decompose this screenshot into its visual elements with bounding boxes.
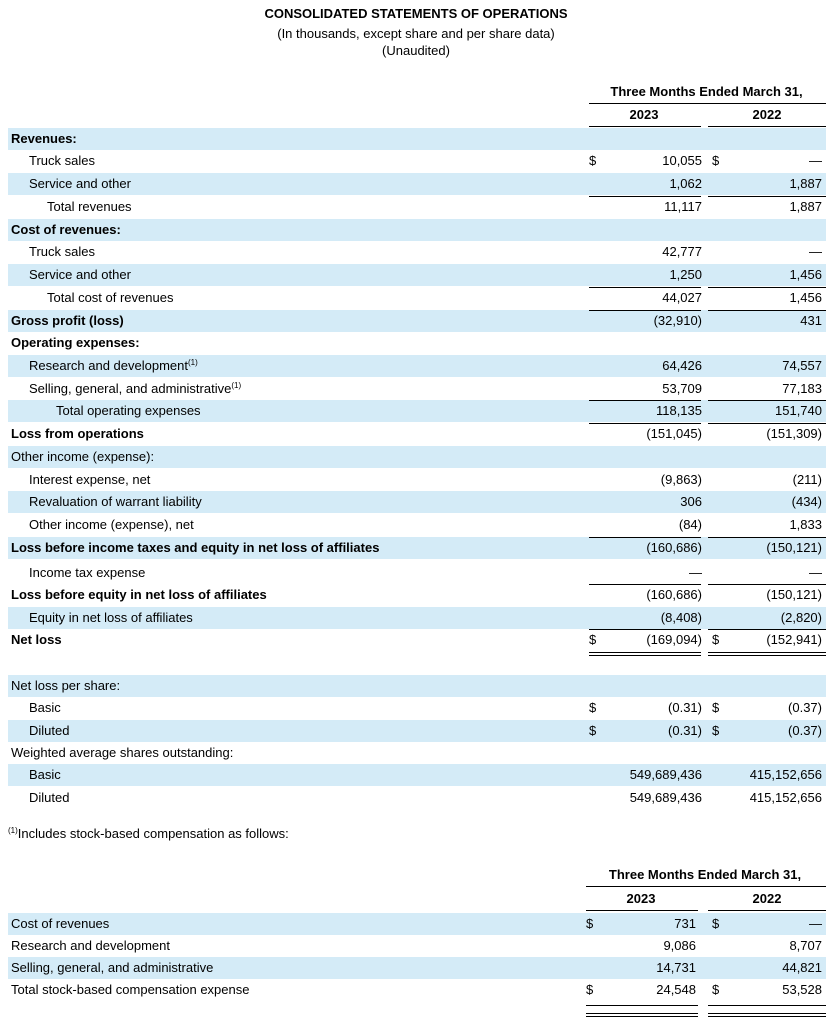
sbc-year-2022-underline <box>708 910 826 911</box>
currency-2022: $ <box>712 700 720 715</box>
table-row <box>0 400 832 422</box>
table-row <box>0 287 832 309</box>
table-row <box>0 629 832 651</box>
statement-subtitle: (In thousands, except share and per share data) <box>277 26 555 41</box>
table-row <box>0 173 832 195</box>
year-2023-header: 2023 <box>629 107 659 122</box>
row-label: Truck sales <box>29 244 95 259</box>
value-2023: 549,689,436 <box>629 767 702 782</box>
value-2023: 24,548 <box>656 982 696 997</box>
row-label: Loss from operations <box>11 426 144 441</box>
loss-from-ops-rule-2023 <box>589 423 701 424</box>
currency-2023: $ <box>589 723 597 738</box>
table-row <box>0 423 832 445</box>
currency-2023: $ <box>586 982 594 997</box>
currency-2022: $ <box>712 982 720 997</box>
value-2022: 53,528 <box>782 982 822 997</box>
value-2023: 118,135 <box>655 403 702 418</box>
total-cost-rule-2022 <box>708 287 826 288</box>
table-row <box>0 697 832 719</box>
table-row <box>0 957 832 979</box>
table-row <box>0 264 832 286</box>
value-2023: (9,863) <box>660 472 702 487</box>
table-row <box>0 764 832 786</box>
value-2022: 1,456 <box>789 267 822 282</box>
row-label: Research and development$^{(1)}$ <box>29 358 198 373</box>
table-row <box>0 562 832 584</box>
table-row <box>0 935 832 957</box>
row-label: Service and other <box>29 176 131 191</box>
row-label: Total cost of revenues <box>47 290 174 305</box>
footnote-marker: (1) <box>8 826 18 835</box>
row-label: Selling, general, and administrative$^{(1)}$ <box>29 381 242 396</box>
row-label: Diluted <box>29 723 70 738</box>
row-label: Service and other <box>29 267 131 282</box>
value-2023: 53,709 <box>662 381 702 396</box>
value-2022: 151,740 <box>775 403 822 418</box>
sbc-period-underline <box>586 886 826 887</box>
value-2022: 431 <box>800 313 822 328</box>
net-loss-rule-2022 <box>708 629 826 630</box>
table-row <box>0 196 832 218</box>
sbc-year-2023-header: 2023 <box>626 891 656 906</box>
loss-before-tax-rule-2022 <box>708 537 826 538</box>
value-2023: (151,045) <box>646 426 702 441</box>
value-2023: (32,910) <box>653 313 702 328</box>
row-label: Loss before equity in net loss of affiliates <box>11 587 267 602</box>
footnote <box>8 826 289 841</box>
value-2022: 415,152,656 <box>749 790 822 805</box>
gross-profit-rule-2022 <box>708 310 826 311</box>
value-2022: (211) <box>792 472 822 487</box>
value-2023: 42,777 <box>662 244 702 259</box>
row-label: Total stock-based compensation expense <box>11 982 250 997</box>
table-row <box>0 584 832 606</box>
value-2023: 306 <box>680 494 702 509</box>
sbc-year-2022-header: 2022 <box>752 891 782 906</box>
value-2022: 8,707 <box>789 938 822 953</box>
value-2023: — <box>689 565 702 580</box>
value-2022: 77,183 <box>782 381 822 396</box>
row-label: Revaluation of warrant liability <box>29 494 202 509</box>
value-2022: — <box>809 565 822 580</box>
total-opex-rule-2023 <box>589 400 701 401</box>
table-row <box>0 378 832 400</box>
row-label: Interest expense, net <box>29 472 151 487</box>
table-row <box>0 720 832 742</box>
table-row <box>0 742 832 764</box>
row-label: Other income (expense), net <box>29 517 194 532</box>
loss-before-equity-rule-2022 <box>708 584 826 585</box>
table-row <box>0 332 832 354</box>
value-2022: (0.37) <box>788 723 822 738</box>
table-row <box>0 446 832 468</box>
net-loss-rule-2023 <box>589 629 701 630</box>
value-2022: (434) <box>791 494 822 509</box>
value-2023: 14,731 <box>656 960 696 975</box>
value-2023: (0.31) <box>668 723 702 738</box>
value-2023: 1,250 <box>669 267 702 282</box>
table-row <box>0 514 832 536</box>
table-row <box>0 469 832 491</box>
row-label: Operating expenses: <box>11 335 140 350</box>
value-2023: (84) <box>678 517 702 532</box>
value-2023: 44,027 <box>662 290 702 305</box>
row-label: Net loss per share: <box>11 678 121 693</box>
value-2023: 9,086 <box>663 938 696 953</box>
value-2023: (8,408) <box>660 610 702 625</box>
value-2022: (152,941) <box>766 632 822 647</box>
table-row <box>0 128 832 150</box>
value-2023: 64,426 <box>662 358 702 373</box>
year-2023-underline <box>589 126 701 127</box>
row-label: Other income (expense): <box>11 449 155 464</box>
statement-title: CONSOLIDATED STATEMENTS OF OPERATIONS <box>264 6 568 21</box>
table-row <box>0 310 832 332</box>
period-header: Three Months Ended March 31, <box>610 84 803 99</box>
sbc-year-2023-underline <box>586 910 698 911</box>
total-revenues-rule-2023 <box>589 196 701 197</box>
total-cost-rule-2023 <box>589 287 701 288</box>
sbc-total-double-rule-2022 <box>708 1013 826 1017</box>
value-2022: (150,121) <box>766 587 822 602</box>
row-label: Truck sales <box>29 153 95 168</box>
loss-before-tax-rule-2023 <box>589 537 701 538</box>
table-row <box>0 913 832 935</box>
value-2022: — <box>809 916 822 931</box>
loss-from-ops-rule-2022 <box>708 423 826 424</box>
row-label: Total operating expenses <box>56 403 201 418</box>
value-2023: (0.31) <box>668 700 702 715</box>
footnote-text: Includes stock-based compensation as follows: <box>17 826 289 841</box>
table-row <box>0 150 832 172</box>
currency-2022: $ <box>712 153 720 168</box>
value-2023: 10,055 <box>662 153 702 168</box>
table-row <box>0 787 832 809</box>
value-2022: — <box>809 244 822 259</box>
row-label: Gross profit (loss) <box>11 313 124 328</box>
statement-note: (Unaudited) <box>382 43 450 58</box>
currency-2022: $ <box>712 916 720 931</box>
currency-2022: $ <box>712 632 720 647</box>
row-label: Loss before income taxes and equity in net loss of affiliates <box>11 540 380 555</box>
table-row <box>0 491 832 513</box>
value-2023: (169,094) <box>646 632 702 647</box>
sbc-period-header: Three Months Ended March 31, <box>608 867 802 882</box>
total-revenues-rule-2022 <box>708 196 826 197</box>
row-label: Weighted average shares outstanding: <box>11 745 234 760</box>
row-label: Cost of revenues: <box>11 222 121 237</box>
table-row <box>0 219 832 241</box>
table-row <box>0 675 832 697</box>
value-2022: 74,557 <box>782 358 822 373</box>
row-label: Total revenues <box>47 199 132 214</box>
table-row <box>0 537 832 559</box>
table-row <box>0 241 832 263</box>
row-label: Net loss <box>11 632 62 647</box>
currency-2023: $ <box>586 916 594 931</box>
net-loss-double-rule-2022 <box>708 652 826 656</box>
sbc-total-rule-2022 <box>708 1005 826 1006</box>
currency-2023: $ <box>589 632 597 647</box>
table-row <box>0 979 832 1001</box>
sbc-total-rule-2023 <box>586 1005 698 1006</box>
value-2023: (160,686) <box>646 587 702 602</box>
net-loss-double-rule-2023 <box>589 652 701 656</box>
currency-2023: $ <box>589 700 597 715</box>
sbc-total-double-rule-2023 <box>586 1013 698 1017</box>
value-2023: 1,062 <box>669 176 702 191</box>
row-label: Equity in net loss of affiliates <box>29 610 193 625</box>
loss-before-equity-rule-2023 <box>589 584 701 585</box>
row-label: Research and development <box>11 938 170 953</box>
value-2022: (2,820) <box>780 610 822 625</box>
footnote-marker: (1) <box>231 381 242 390</box>
value-2022: 1,887 <box>789 176 822 191</box>
footnote-marker: (1) <box>188 358 198 367</box>
row-label: Basic <box>29 767 61 782</box>
value-2022: 1,887 <box>789 199 822 214</box>
row-label: Income tax expense <box>29 565 146 580</box>
table-row <box>0 355 832 377</box>
gross-profit-rule-2023 <box>589 310 701 311</box>
value-2022: (151,309) <box>766 426 822 441</box>
value-2022: (0.37) <box>788 700 822 715</box>
row-label: Selling, general, and administrative <box>11 960 214 975</box>
row-label: Basic <box>29 700 61 715</box>
value-2022: — <box>809 153 822 168</box>
currency-2023: $ <box>589 153 597 168</box>
value-2022: 1,833 <box>789 517 822 532</box>
row-label: Cost of revenues <box>11 916 110 931</box>
value-2023: 549,689,436 <box>629 790 702 805</box>
table-row <box>0 607 832 629</box>
value-2022: 415,152,656 <box>749 767 822 782</box>
value-2022: 44,821 <box>782 960 822 975</box>
value-2023: (160,686) <box>646 540 702 555</box>
year-2022-underline <box>708 126 826 127</box>
period-underline <box>589 103 826 104</box>
row-label: Diluted <box>29 790 70 805</box>
value-2022: (150,121) <box>766 540 822 555</box>
row-label: Revenues: <box>11 131 77 146</box>
year-2022-header: 2022 <box>752 107 782 122</box>
value-2023: 731 <box>674 916 696 931</box>
currency-2022: $ <box>712 723 720 738</box>
value-2023: 11,117 <box>664 199 702 214</box>
total-opex-rule-2022 <box>708 400 826 401</box>
value-2022: 1,456 <box>789 290 822 305</box>
